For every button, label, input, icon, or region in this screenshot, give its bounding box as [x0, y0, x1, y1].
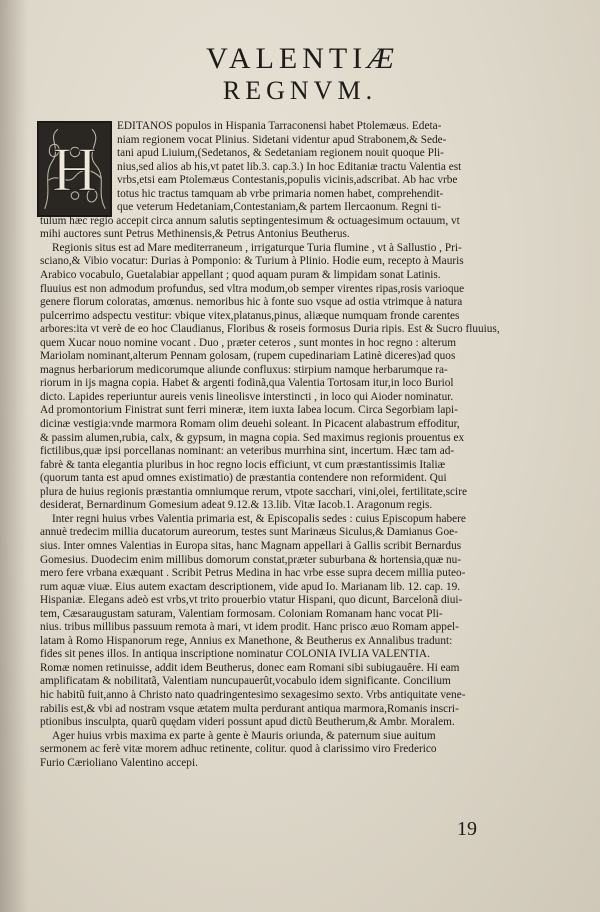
- text-line: fabrè & tanta elegantia pluribus in hoc regno locis efficiunt, vt cum præstantissimis Italiæ: [40, 458, 446, 471]
- page-title-line1: [0, 42, 600, 76]
- text-line: sciano,& Vibio vocatur: Durias à Pomponio: & Turium à Plinio. Hodie eum, recepto à Mauris: [40, 255, 464, 268]
- text-line: arbores:ita vt verè de eo hoc Claudianus, Floribus & roseis formosus Duria ripis. Est & Sucro fluuius,: [40, 323, 500, 336]
- text-line: vrbs,etsi eam Ptolemæus Contestanis,populis vicinis,adscribat. Ab hac vrbe: [117, 174, 458, 187]
- text-line: latam à Romo Hispanorum rege, Annius ex Manethone, & Beutherus ex Annalibus tradunt:: [40, 634, 453, 647]
- text-line: plura de huius regionis præstantia omniumque rerum, vtpote sacchari, vini,olei, fertilitate,scire: [40, 485, 467, 498]
- page-number: 19: [457, 818, 477, 840]
- text-line: Arabico vocabulo, Guetalabiar appellant ; quod aquam puram & limpidam sonat Latinis.: [40, 269, 441, 282]
- text-line: mero fere vrbana exæquant . Scribit Petrus Medina in hac vrbe esse supra decem millia puteo-: [40, 567, 466, 580]
- text-line: pulcerrimo adspectu vestitur: vbique vitex,platanus,pinus, aliæque numquam fronde carentes: [40, 309, 460, 322]
- text-line: Ager huius vrbis maxima ex parte à gente è Mauris oriunda, & paternum siue auitum: [52, 729, 436, 742]
- text-line: ptionibus insculpta, quarũ quędam videri possunt apud dictũ Beutherum,& Ambr. Moralem.: [40, 716, 455, 729]
- text-line: genere florum coloratas, amœnus. nemoribus hic à fonte suo vsque ad ostia vtrimque à natura: [40, 296, 463, 309]
- text-line: annuè tredecim millia ducatorum aureorum, testes sunt Marinæus Siculus,& Damianus Goe-: [40, 526, 458, 539]
- text-line: riorum in ijs magna copia. Habet & argenti fodinã,qua Valentia Tortosam itur,in loco Buriol: [40, 377, 454, 390]
- binding-shadow: [0, 0, 28, 912]
- text-line: tem, Cæsaraugustam saturam, Valentiam formosam. Coloniam Romanam hanc vocat Pli-: [40, 607, 443, 620]
- text-line: Furio Cærioliano Valentino accepi.: [40, 756, 198, 769]
- text-line: dicto. Lapides reperiuntur aureis venis lineolisve interstincti , in loco qui Aioder nominatur.: [40, 390, 454, 403]
- text-line: Gomesius. Duodecim enim millibus domorum constat,præter suburbana & hortensia,quæ nu-: [40, 553, 462, 566]
- text-line: & passim alumen,rubia, calx, & gypsum, in magna copia. Sed maximus regionis prouentus ex: [40, 431, 465, 444]
- text-line: dicinæ vestigia:vnde marmora Romam olim deuehi soleant. In Picacent alabastrum effoditur,: [40, 418, 460, 431]
- text-line: nius. tribus millibus passuum remota à mari, vt idem prodit. Hanc prisco æuo Romam appel-: [40, 621, 459, 634]
- text-line: EDITANOS populos in Hispania Tarraconensi habet Ptolemæus. Edeta-: [117, 120, 442, 132]
- text-line: quem Xucar nouo nomine vocant . Duo , præter ceteros , sunt montes in hoc regno : alterum: [40, 336, 456, 349]
- text-line: Inter regni huius vrbes Valentia primaria est, & Episcopalis sedes : cuius Episcopum habere: [52, 512, 466, 525]
- text-line: mihi auctores sunt Petrus Methinensis,& Petrus Antonius Beutherus.: [40, 228, 350, 241]
- title-main: VALENTI: [206, 42, 368, 75]
- title-ligature: Æ: [367, 42, 394, 75]
- text-line: Romæ nomen retinuisse, addit idem Beutherus, donec eam Romani sibi subiugauêre. Hi eam: [40, 661, 460, 674]
- text-line: nius,sed alios ab his,vt patet lib.3. cap.3.) In hoc Editaniæ tractu Valentia est: [117, 160, 462, 173]
- text-line: fluuius est non admodum profundus, sed vltra modum,ob semper virentes ripas,rosis varioque: [40, 282, 465, 295]
- text-line: fides sit penes illos. In antiqua inscriptione nominatur COLONIA IVLIA VALENTIA.: [40, 648, 430, 661]
- text-line: rabilis est,& vbi ad nostram vsque ætatem multa perdurant antiqua marmora,Romanis inscri-: [40, 702, 459, 715]
- text-line: que veterum Hedetaniam,Contestaniam,& partem Ilercaonum. Regni ti-: [117, 201, 442, 214]
- text-line: Hispaniæ. Elegans adeò est vrbs,vt trito prouerbio vtatur Hispani, quo dicunt, Barcelonã diui-: [40, 594, 463, 607]
- text-line: tulum hæc regio accepit circa annum salutis septingentesimum & octuagesimum octauum, vt: [40, 214, 460, 227]
- text-line: totus hic tractus tamquam ab vrbe primaria nomen habet, comprehendit-: [117, 187, 444, 200]
- text-line: desiderat, Bernardinum Gomesium adeat 9.12.& 13.lib. Vitæ Iacob.1. Aragonum regis.: [40, 499, 433, 512]
- text-line: Mariolam nominant,alterum Pennam golosam, (rupem cupedinariam Latinè diceres)ad quos: [40, 350, 456, 363]
- text-line: magnus herbariorum medicorumque aliunde confluxus: stirpium namque herbarumque ra-: [40, 363, 448, 376]
- text-line: sermonem ac ferè vitæ morem adhuc retinente, colitur. quod à clarissimo viro Frederico: [40, 743, 437, 756]
- text-line: rum aquæ viuæ. Eius autem exactam descriptionem, vide apud Io. Marianam lib. 12. cap. 19.: [40, 580, 461, 593]
- text-line: sius. Inter omnes Valentias in Europa sitas, hanc Magnam appellari à Gallis scribit Bernardus: [40, 539, 462, 552]
- text-line: niam regionem vocat Plinius. Sidetani videntur apud Strabonem,& Sede-: [117, 133, 447, 146]
- text-line: amplificatam & nobilitatã, Valentiam nuncupauerût,vocabulo idem significante. Concilium: [40, 675, 451, 688]
- text-line: (quorum tanta est apud omnes existimatio) de præstantia contendere non reformident. Qui: [40, 472, 447, 485]
- body-text: [40, 120, 558, 770]
- page-title-line2: REGNVM.: [222, 76, 378, 105]
- text-line: Regionis situs est ad Mare mediterraneum , irrigaturque Turia flumine , vt à Sallustio , Pri-: [52, 241, 462, 254]
- initial-letter: H: [51, 133, 98, 204]
- text-line: Ad promontorium Finistrat sunt ferri mineræ, item iuxta Iabea locum. Circa Segorbiam lapi-: [40, 404, 458, 417]
- text-line: tani apud Liuium,(Sedetanos, & Sedetaniam regionem nouit quoque Pli-: [117, 147, 444, 160]
- text-line: hic habitũ fuit,anno à Christo nato quadringentesimo sexagesimo sexto. Vrbs antiquitate vene-: [40, 688, 466, 701]
- text-line: fictilibus,quæ ipsi porcellanas nominant: an veteribus murrhina sint, incertum. Hæc tam ad-: [40, 445, 455, 458]
